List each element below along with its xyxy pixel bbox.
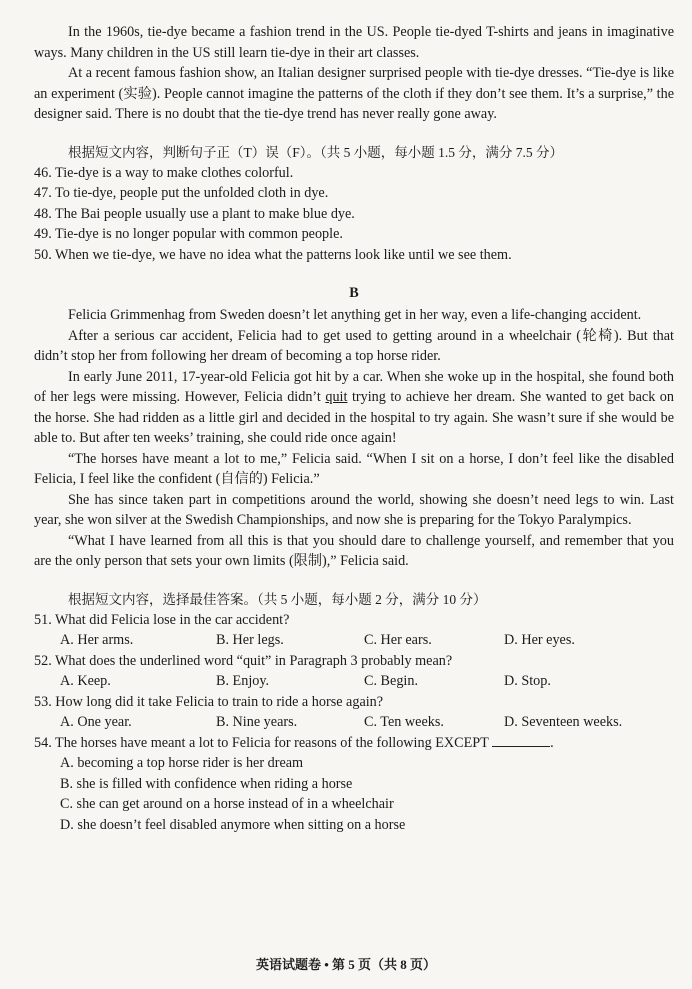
passage-b-paragraph-1: Felicia Grimmenhag from Sweden doesn’t let anything get in her way, even a life-changing accident. <box>68 307 642 323</box>
passage-b-paragraph-5: She has since taken part in competitions around the world, showing she doesn’t need legs to win. Last year, she won silver at the Swedish Championships, and now she is preparing for the Tokyo Paralympics. <box>34 491 674 528</box>
question-52-stem: 52. What does the underlined word “quit” in Paragraph 3 probably mean? <box>34 652 453 669</box>
question-54-stem <box>34 733 674 754</box>
option-d: D. Her eyes. <box>504 632 575 648</box>
paragraph-3-text-after: trying to achieve her dream. She wanted to get back on the horse. She had ridden as a little girl and decided in the hospital to try again. She wasn’t sure if she would be able to. But after ten weeks’ training, she could ride once again! <box>34 389 674 446</box>
question-49: 49. Tie-dye is no longer popular with common people. <box>34 226 343 242</box>
option-a: A. Keep. <box>60 673 111 689</box>
option-c: C. Ten weeks. <box>364 714 444 730</box>
question-54-option-a: A. becoming a top horse rider is her dream <box>60 755 304 771</box>
true-false-instruction: 根据短文内容，判断句子正（T）误（F）。（共 5 小题，每小题 1.5 分，满分 7.5 分） <box>68 144 564 160</box>
question-54-period: . <box>550 734 554 751</box>
passage-a-paragraph-1: In the 1960s, tie-dye became a fashion trend in the US. People tie-dyed T-shirts and jeans in imaginative ways. Many children in the US still learn tie-dye in their art classes. <box>34 24 674 61</box>
underlined-word-quit: quit <box>325 389 348 405</box>
question-54-text: 54. The horses have meant a lot to Felicia for reasons of the following EXCEPT <box>34 734 489 751</box>
passage-b-paragraph-2: After a serious car accident, Felicia had to get used to getting around in a wheelchair (轮椅). But that didn’t stop her from following her dream of becoming a top horse rider. <box>34 327 674 364</box>
option-d: D. Seventeen weeks. <box>504 714 623 730</box>
option-b: B. Her legs. <box>216 632 284 648</box>
option-c: C. Her ears. <box>364 632 432 648</box>
question-54-option-b: B. she is filled with confidence when riding a horse <box>60 775 353 792</box>
option-d: D. Stop. <box>504 673 551 689</box>
question-51-stem: 51. What did Felicia lose in the car accident? <box>34 611 290 628</box>
answer-blank <box>492 734 550 747</box>
option-a: A. Her arms. <box>60 632 134 648</box>
passage-b-label: B <box>349 285 359 301</box>
question-54-option-d: D. she doesn’t feel disabled anymore when sitting on a horse <box>60 816 406 833</box>
option-a: A. One year. <box>60 714 132 730</box>
question-46: 46. Tie-dye is a way to make clothes colorful. <box>34 164 294 181</box>
paragraph-3-text-before: In early June 2011, 17-year-old Felicia got hit by a car. When she woke up in the hospital, she found both of her legs were missing. However, Felicia didn’t <box>34 368 674 405</box>
option-b: B. Nine years. <box>216 714 298 730</box>
passage-b-paragraph-4: “The horses have meant a lot to me,” Felicia said. “When I sit on a horse, I don’t feel like the disabled Felicia, I feel like the confident (自信的) Felicia.” <box>34 450 674 487</box>
question-48: 48. The Bai people usually use a plant to make blue dye. <box>34 205 355 222</box>
page-footer: 英语试题卷 • 第 5 页（共 8 页） <box>255 957 437 972</box>
question-51-options <box>34 630 674 651</box>
passage-b-paragraph-6: “What I have learned from all this is that you should dare to challenge yourself, and remember that you are the only person that sets your own limits (限制),” Felicia said. <box>34 532 674 569</box>
question-54-option-c: C. she can get around on a horse instead of in a wheelchair <box>60 796 394 812</box>
question-47: 47. To tie-dye, people put the unfolded cloth in dye. <box>34 185 329 201</box>
question-50: 50. When we tie-dye, we have no idea what the patterns look like until we see them. <box>34 246 512 263</box>
question-53-options <box>34 712 674 733</box>
multiple-choice-instruction: 根据短文内容，选择最佳答案。（共 5 小题，每小题 2 分，满分 10 分） <box>68 591 487 607</box>
option-c: C. Begin. <box>364 673 418 689</box>
question-52-options <box>34 671 674 692</box>
passage-b-paragraph-3 <box>34 367 674 449</box>
question-53-stem: 53. How long did it take Felicia to train to ride a horse again? <box>34 693 384 710</box>
passage-a-paragraph-2: At a recent famous fashion show, an Italian designer surprised people with tie-dye dresses. “Tie-dye is like an experiment (实验). People cannot imagine the patterns of the cloth if they don’t see them. It’s a surprise,” the designer said. There is no doubt that the tie-dye trend has never really gone away. <box>34 65 674 122</box>
option-b: B. Enjoy. <box>216 673 270 689</box>
